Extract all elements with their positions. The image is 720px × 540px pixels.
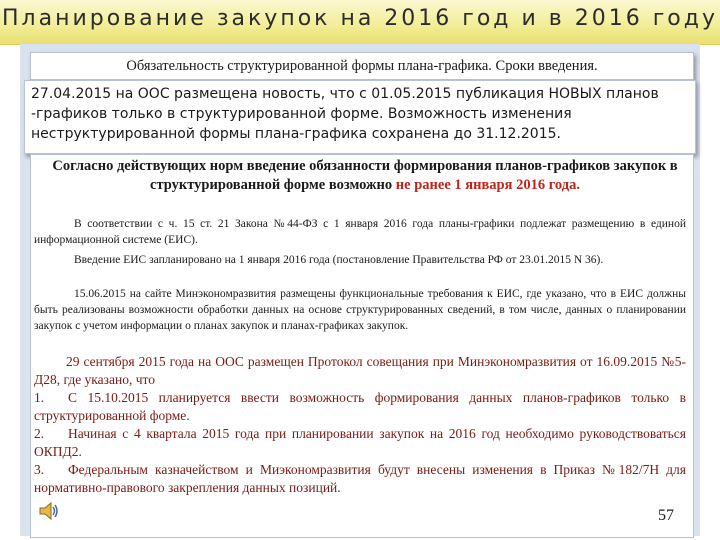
protocol-item-num: 1. <box>34 390 45 405</box>
protocol-item-3 <box>34 461 686 497</box>
protocol-item-num: 2. <box>34 426 45 441</box>
deadline-text: Согласно действующих норм введение обязанности формирования планов-графиков закупок в структурированной форме возможно <box>52 158 678 193</box>
subtitle-box <box>30 52 694 80</box>
protocol-item-2 <box>34 425 686 461</box>
deadline-heading <box>40 157 690 195</box>
protocol-item-text: С 15.10.2015 планируется ввести возможность формирования данных планов-графиков только в структурированной форме. <box>34 390 686 423</box>
title-bar <box>0 0 720 45</box>
protocol-item-num: 3. <box>34 462 45 477</box>
law-paragraph: В соответствии с ч. 15 ст. 21 Закона №44-ФЗ с 1 января 2016 года планы-графики подлежат размещению в единой информационной системе (ЕИС). <box>34 218 686 246</box>
speaker-icon[interactable] <box>38 500 60 522</box>
news-box <box>24 80 696 154</box>
protocol-intro: 29 сентября 2015 года на ООС размещен Протокол совещания при Минэкономразвития от 16.09.2015 №5-Д28, где указано, что <box>34 354 686 387</box>
slide-subtitle: Обязательность структурированной формы плана-графика. Сроки введения. <box>126 58 598 74</box>
requirements-paragraph: 15.06.2015 на сайте Минэкономразвития размещены функциональные требования к ЕИС, где указано, что в ЕИС должны быть реализованы возможности обработки данных на основе структурированных сведений, в том числе, данных о планировании закупок с учетом информации о планах закупок и планах-графиках закупок. <box>34 288 686 332</box>
news-text: 27.04.2015 на ООС размещена новость, что с 01.05.2015 публикация НОВЫХ планов -графиков только в структурированной форме. Возможность изменения неструктурированной формы плана-графика сохранена до 31.12.2015. <box>31 86 659 142</box>
deadline-highlight: не ранее 1 января 2016 года. <box>395 177 580 193</box>
protocol-section <box>34 353 686 497</box>
eis-paragraph: Введение ЕИС запланировано на 1 января 2016 года (постановление Правительства РФ от 23.01.2015 N 36). <box>74 254 604 266</box>
slide-title: Планирование закупок на 2016 год и в 2016 году <box>1 6 718 31</box>
protocol-item-text: Федеральным казначейством и Миэкономразвития будут внесены изменения в Приказ №182/7Н для нормативно-правового закрепления данных позиций. <box>34 462 686 495</box>
protocol-item-1 <box>34 389 686 425</box>
page-number: 57 <box>658 507 674 524</box>
protocol-item-text: Начиная с 4 квартала 2015 года при планировании закупок на 2016 год необходимо руководствоваться ОКПД2. <box>34 426 686 459</box>
